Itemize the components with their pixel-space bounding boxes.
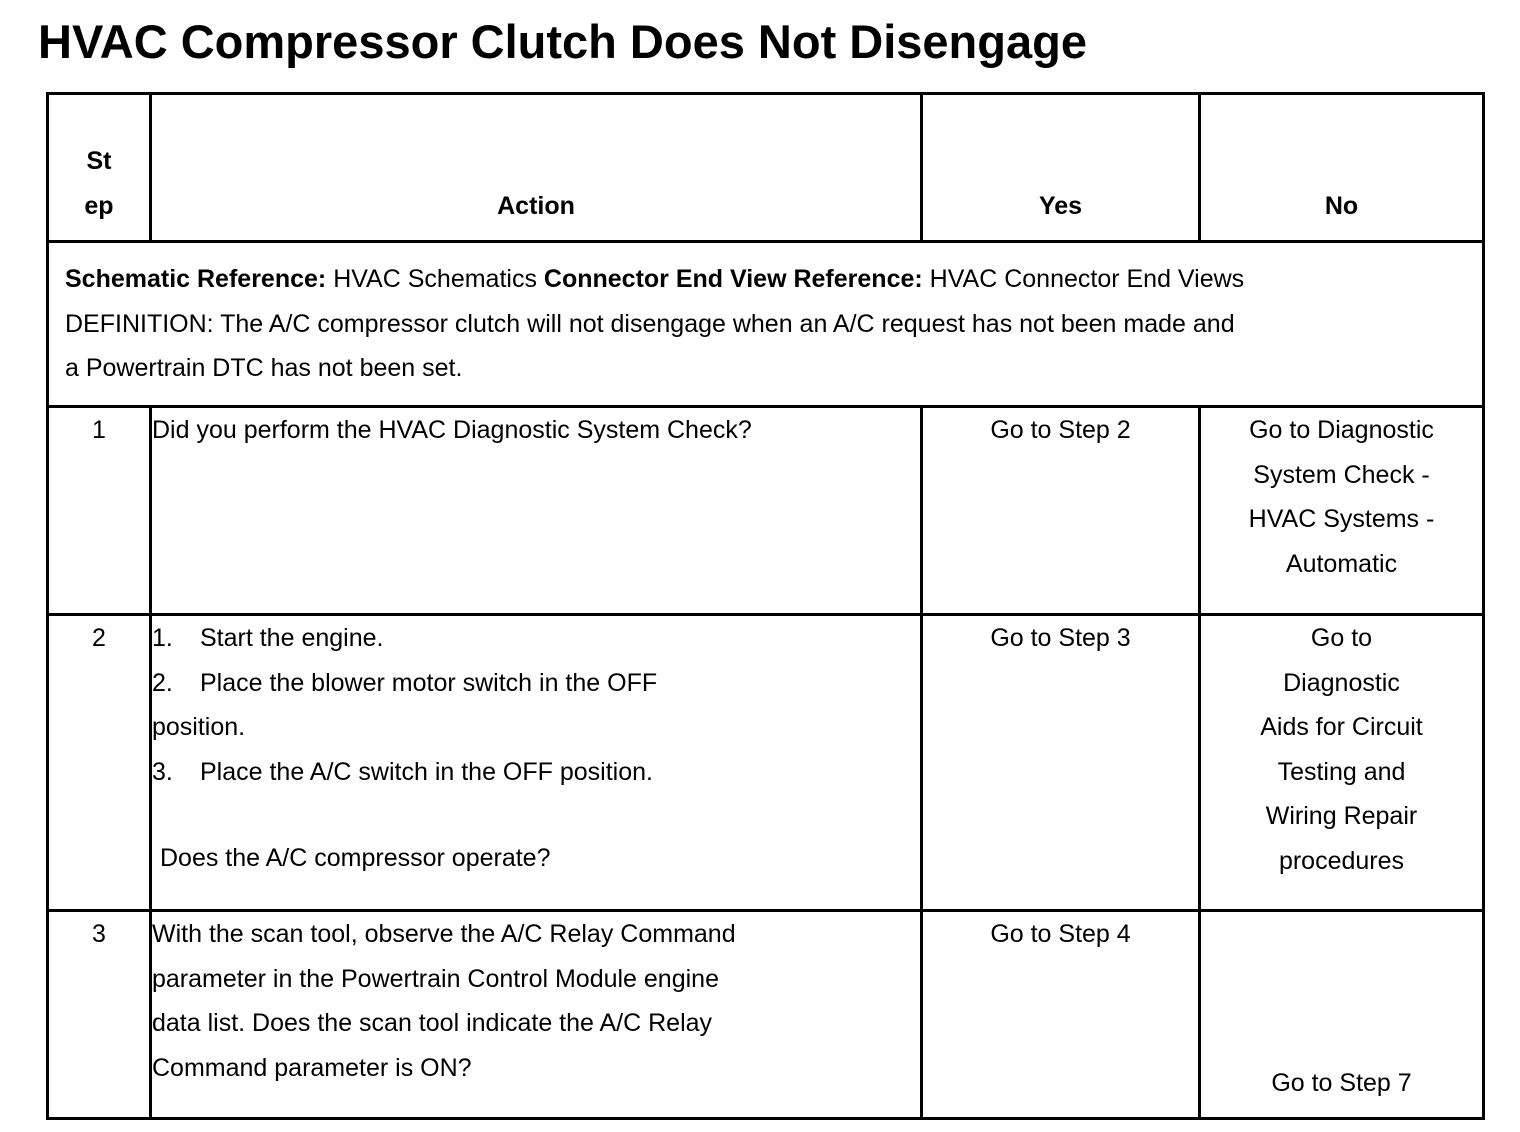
step-number: 1	[48, 407, 151, 615]
no-result-line: HVAC Systems -	[1248, 505, 1435, 533]
no-result-line: System Check -	[1253, 460, 1430, 489]
action-step-number: 1.	[152, 624, 173, 652]
step-number: 2	[48, 615, 151, 911]
action-text	[151, 407, 922, 615]
definition-line-2: a Powertrain DTC has not been set.	[65, 354, 463, 382]
step-header-part-2: ep	[84, 191, 114, 220]
table-header-row	[48, 94, 1484, 242]
definition-line-1: DEFINITION: The A/C compressor clutch will not disengage when an A/C request has not been made and	[65, 309, 1235, 338]
action-line: parameter in the Powertrain Control Module engine	[152, 964, 719, 993]
yes-result: Go to Step 4	[922, 911, 1200, 1119]
no-result: Go to Step 7	[1200, 911, 1484, 1119]
action-step-number: 2.	[152, 668, 173, 697]
schematic-reference-label: Schematic Reference:	[65, 265, 327, 293]
no-result-line: Wiring Repair	[1265, 802, 1418, 830]
reference-cell	[48, 242, 1484, 407]
step-number: 3	[48, 911, 151, 1119]
action-line: Did you perform the HVAC Diagnostic System Check?	[152, 416, 752, 444]
action-step-text: Place the A/C switch in the OFF position.	[200, 757, 653, 786]
no-result-line: Diagnostic	[1283, 668, 1400, 697]
reference-row	[48, 242, 1484, 407]
action-step-item	[152, 616, 920, 661]
connector-reference-value: HVAC Connector End Views	[929, 265, 1245, 293]
table-row-step-1	[48, 407, 1484, 615]
connector-reference-label: Connector End View Reference:	[543, 265, 923, 293]
action-line: Command parameter is ON?	[152, 1053, 472, 1082]
no-result-line: Testing and	[1277, 757, 1406, 786]
yes-column-header: Yes	[922, 94, 1200, 242]
action-step-text: Place the blower motor switch in the OFF	[200, 668, 658, 697]
action-step-text: Start the engine.	[200, 624, 384, 652]
page-title: HVAC Compressor Clutch Does Not Disengage	[38, 15, 1087, 68]
no-result-line: Go to	[1310, 624, 1373, 652]
action-line: data list. Does the scan tool indicate the A/C Relay	[152, 1009, 713, 1037]
action-column-header: Action	[151, 94, 922, 242]
step-header-part-1: St	[86, 147, 112, 175]
action-step-item	[152, 750, 920, 795]
action-step-list	[152, 616, 920, 794]
no-result-line: Aids for Circuit	[1260, 713, 1423, 741]
reference-line	[65, 257, 1466, 302]
action-step-continuation: position.	[152, 713, 246, 741]
action-text	[151, 615, 922, 911]
no-result-line: Go to Diagnostic	[1249, 416, 1434, 444]
action-step-number: 3.	[152, 757, 173, 786]
table-row-step-3	[48, 911, 1484, 1119]
table-row-step-2	[48, 615, 1484, 911]
no-result	[1200, 407, 1484, 615]
no-result	[1200, 615, 1484, 911]
action-step-item	[152, 661, 920, 750]
no-result-line: Automatic	[1285, 549, 1398, 578]
step-column-header	[48, 94, 151, 242]
action-line: With the scan tool, observe the A/C Relay Command	[152, 920, 736, 948]
no-column-header: No	[1200, 94, 1484, 242]
yes-result: Go to Step 3	[922, 615, 1200, 911]
action-question: Does the A/C compressor operate?	[160, 844, 551, 872]
yes-result: Go to Step 2	[922, 407, 1200, 615]
action-text	[151, 911, 922, 1119]
schematic-reference-value: HVAC Schematics	[333, 265, 537, 293]
diagnostic-table	[46, 92, 1485, 1120]
no-result-line: procedures	[1278, 846, 1405, 875]
